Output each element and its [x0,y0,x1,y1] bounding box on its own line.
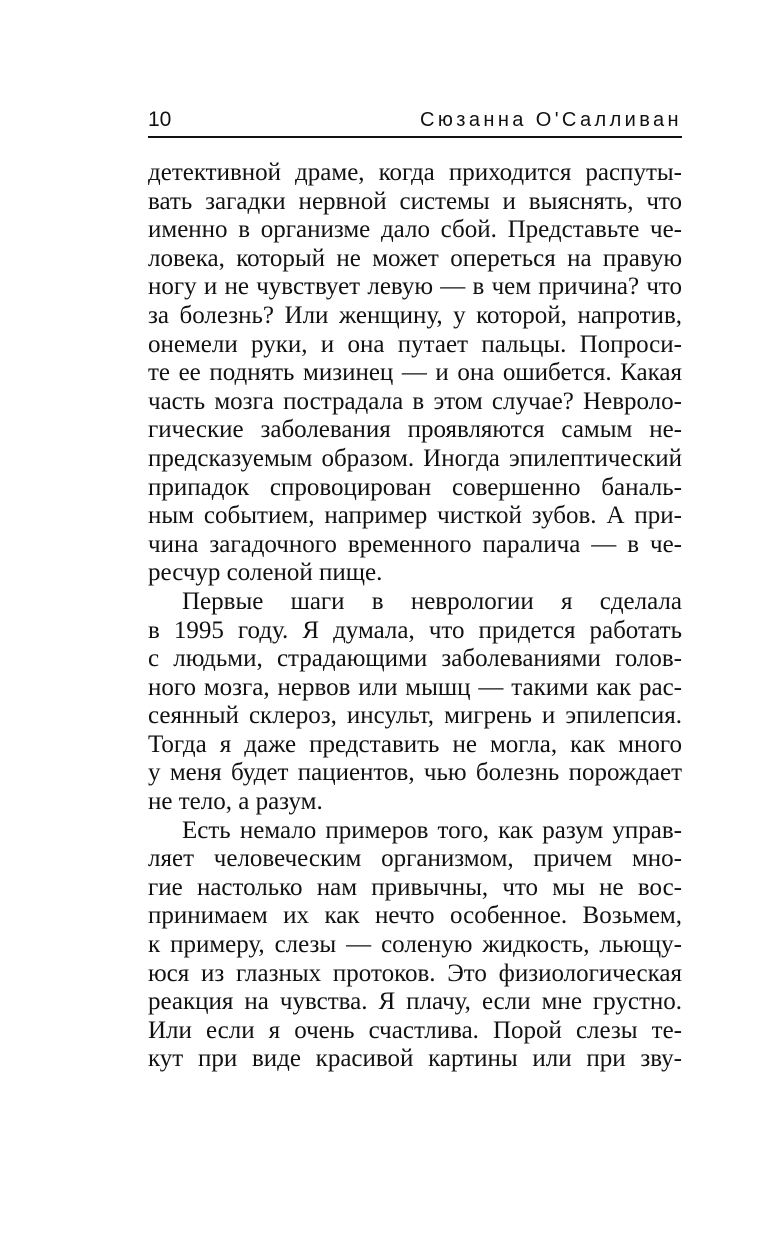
text-line: за болезнь? Или женщину, у которой, напротив, [148,301,682,329]
page-number: 10 [148,108,172,131]
text-line: вать загадки нервной системы и выяснять, что [148,187,682,215]
text-line: ляет человеческим организмом, причем мно- [148,845,682,873]
text-line: чина загадочного временного паралича — в че- [148,530,682,558]
text-line: к примеру, слезы — соленую жидкость, льющу- [148,931,682,959]
page-header [148,108,682,136]
text-line: ного мозга, нервов или мышц — такими как рас- [148,673,682,701]
text-line: с людьми, страдающими заболеваниями голов- [148,645,682,673]
text-line: детективной драме, когда приходится распуты- [148,159,682,186]
text-line: ресчур соленой пище. [148,559,383,587]
text-line: Тогда я даже представить не могла, как много [148,730,682,758]
text-line: именно в организме дало сбой. Представьте че- [148,216,682,244]
text-line: сеянный склероз, инсульт, мигрень и эпилепсия. [148,702,682,730]
text-line: ловека, который не может опереться на правую [148,244,682,272]
text-line: у меня будет пациентов, чью болезнь порождает [148,759,682,787]
paragraph [148,588,682,817]
body-text [148,159,682,1074]
text-line: припадок спровоцирован совершенно баналь- [148,473,682,501]
text-line: часть мозга пострадала в этом случае? Невроло- [148,387,682,415]
text-line: гие настолько нам привычны, что мы не вос- [148,873,682,901]
text-line: Или если я очень счастлива. Порой слезы те- [148,1016,682,1044]
text-line: реакция на чувства. Я плачу, если мне грустно. [148,988,682,1016]
text-line: онемели руки, и она путает пальцы. Попроси- [148,330,682,358]
text-line: не тело, а разум. [148,788,323,816]
text-line: гические заболевания проявляются самым не- [148,416,682,444]
header-rule [148,136,682,138]
text-line: те ее поднять мизинец — и она ошибется. Какая [148,359,682,387]
running-head-author: Сюзанна О'Салливан [420,109,682,131]
text-line: кут при виде красивой картины или при зву- [148,1045,682,1073]
text-line: Есть немало примеров того, как разум управ- [182,816,682,844]
paragraph [148,817,682,1074]
text-line: предсказуемым образом. Иногда эпилептический [148,444,682,472]
text-line: юся из глазных протоков. Это физиологическая [148,959,682,987]
text-line: Первые шаги в неврологии я сделала [182,587,682,615]
paragraph [148,159,682,588]
text-line: в 1995 году. Я думала, что придется работать [148,616,682,644]
text-line: ногу и не чувствует левую — в чем причина? что [148,273,682,301]
text-line: принимаем их как нечто особенное. Возьмем, [148,902,682,930]
text-line: ным событием, например чисткой зубов. А при- [148,502,682,530]
